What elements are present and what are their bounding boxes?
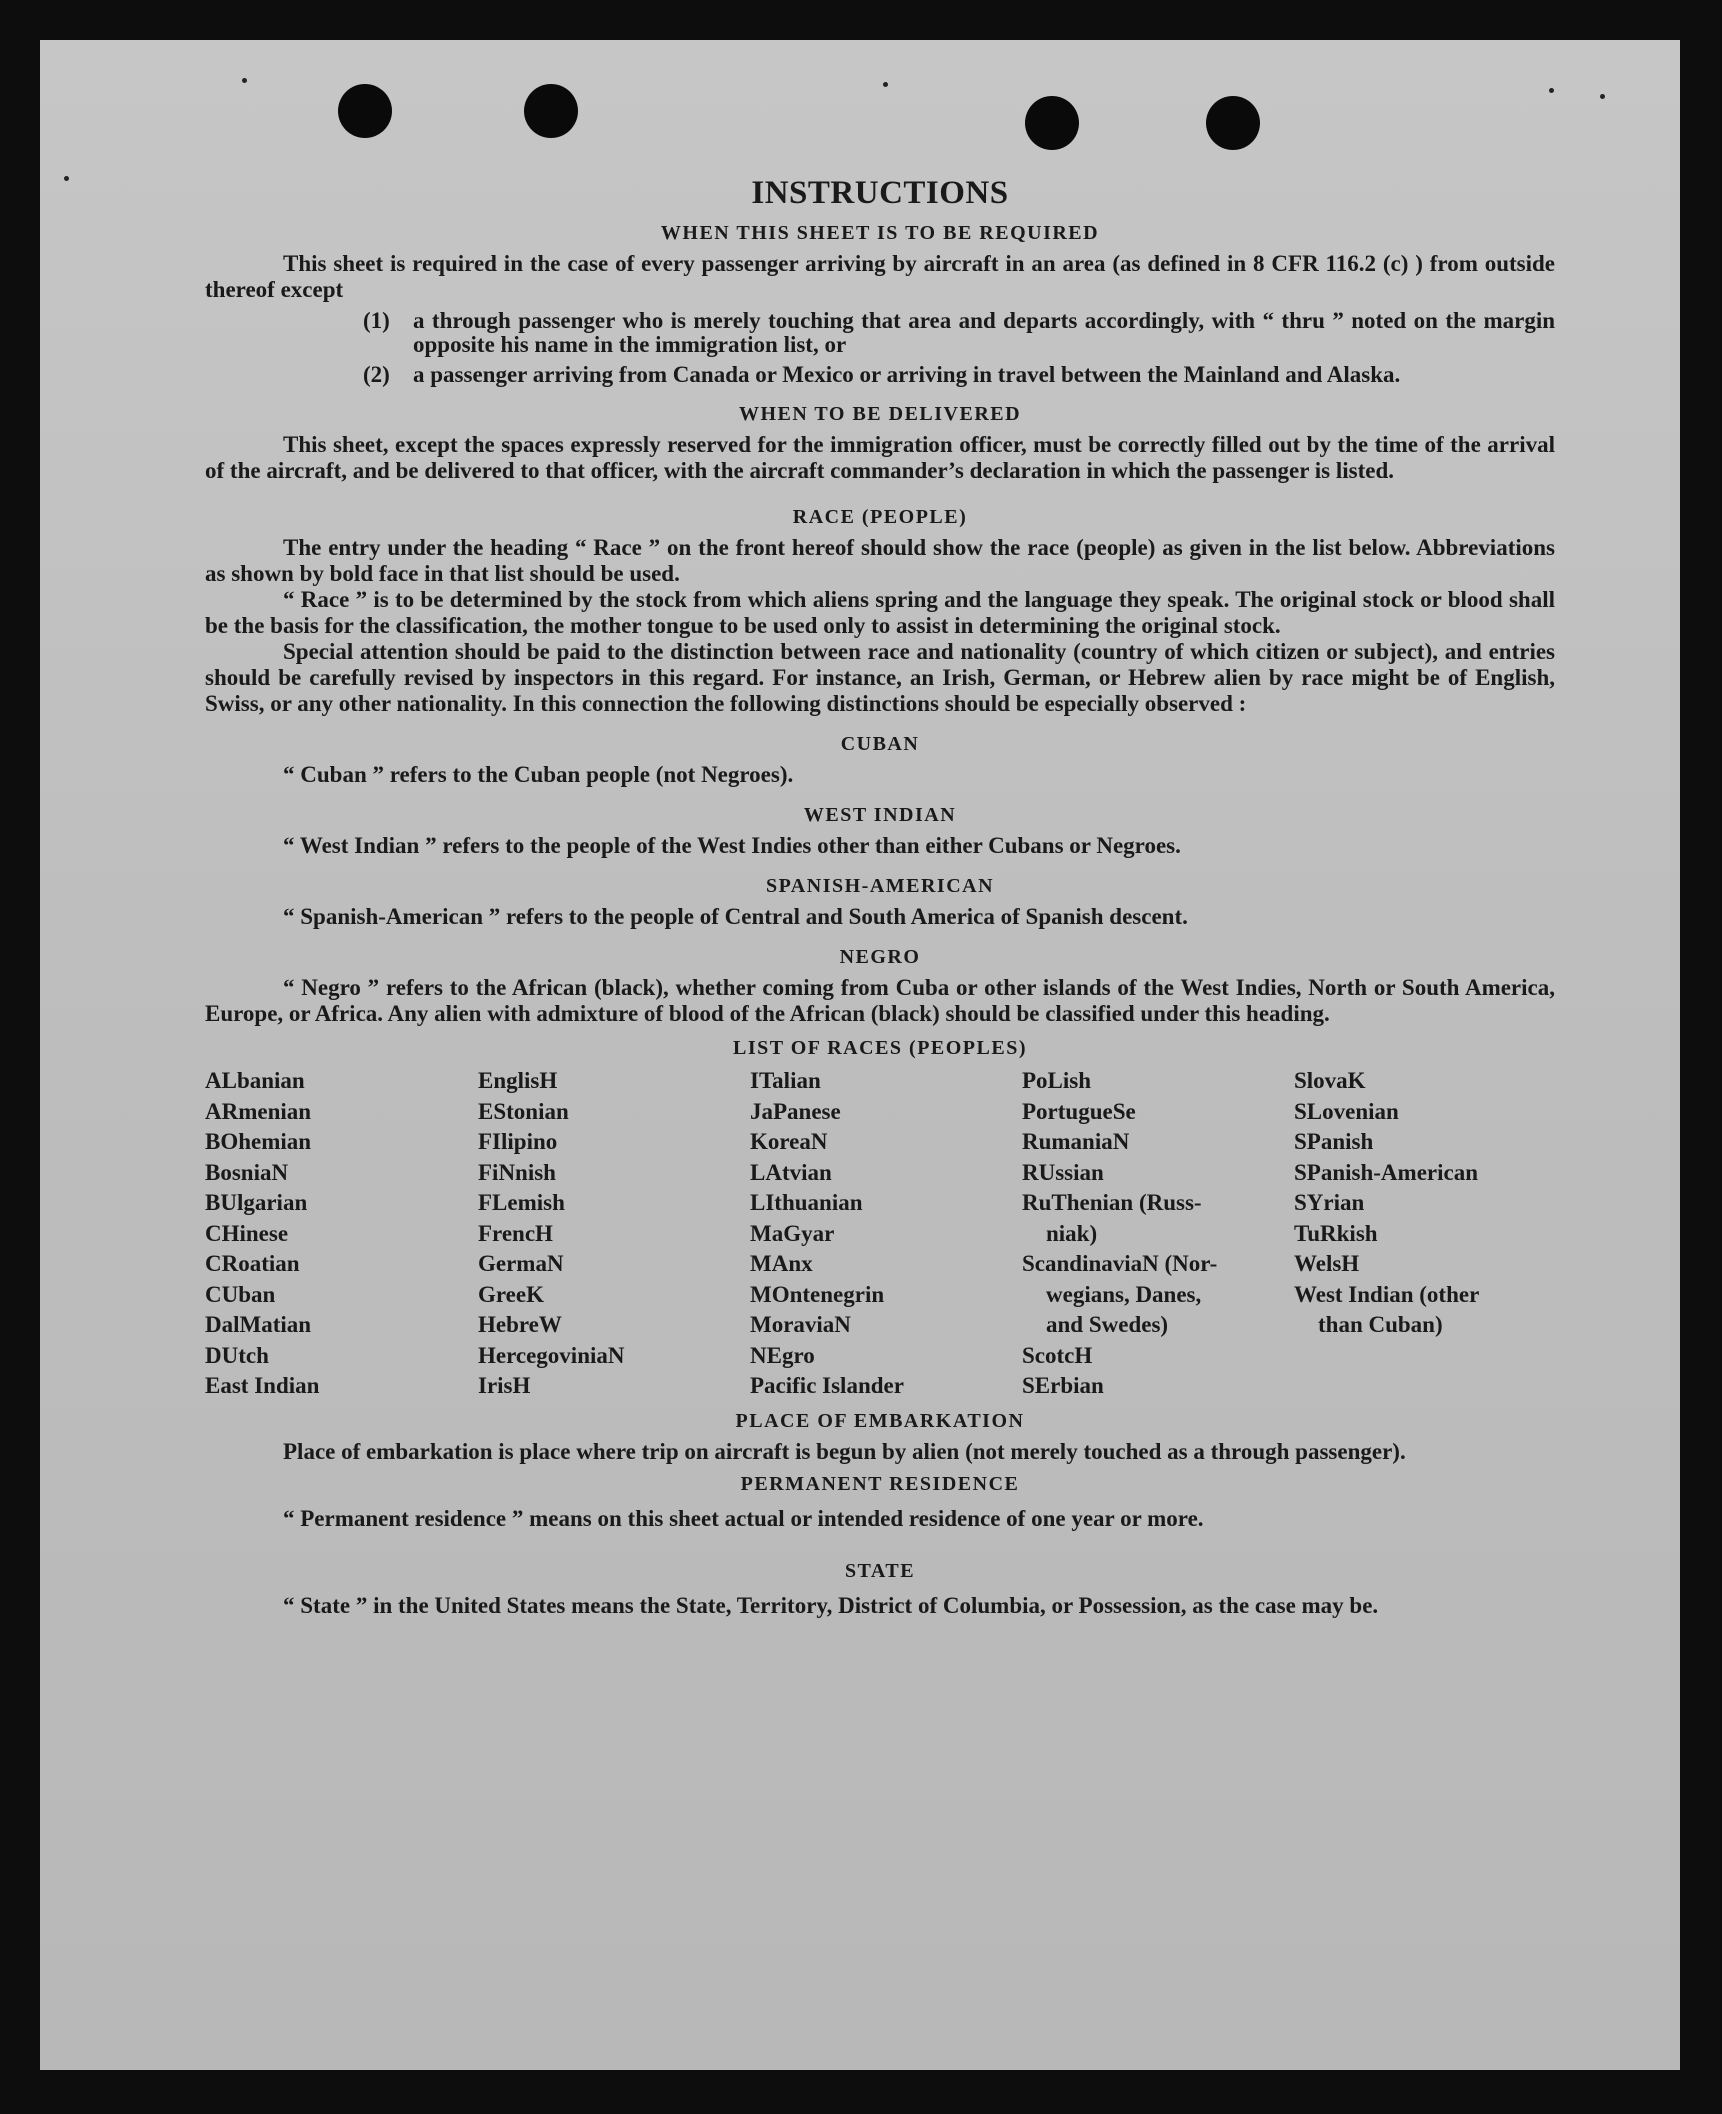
race-entry: LAtvian (750, 1159, 832, 1185)
race-entry: EnglisH (478, 1068, 558, 1093)
race-entry: MoraviaN (750, 1312, 851, 1337)
race-entry: RUssian (1022, 1159, 1104, 1185)
race-entry: HercegoviniaN (478, 1342, 625, 1368)
race-entry: WelsH (1294, 1251, 1360, 1276)
when-required-heading: WHEN THIS SHEET IS TO BE REQUIRED (660, 222, 1100, 244)
embarkation-heading: PLACE OF EMBARKATION (735, 1409, 1025, 1432)
race-entry: CRoatian (205, 1251, 300, 1276)
page-title: INSTRUCTIONS (751, 175, 1009, 211)
race-entry: Pacific Islander (750, 1373, 904, 1398)
race-paragraph-1: The entry under the heading “ Race ” on the front hereof should show the race (people) as given in the list below. Abbreviations as shown by bold face in that list should be used. (205, 535, 1555, 586)
race-entry: FiNnish (478, 1159, 556, 1185)
speck (1600, 94, 1605, 99)
race-entry: SLovenian (1294, 1098, 1399, 1124)
punch-hole (524, 84, 578, 138)
race-paragraph-2: “ Race ” is to be determined by the stock from which aliens spring and the language they speak. The original stock or blood shall be the basis for the classification, the mother tongue to be used only to assist in determining the original stock. (205, 587, 1555, 638)
race-entry: FIlipino (478, 1129, 558, 1154)
race-entry: BOhemian (205, 1129, 312, 1154)
race-entry: JaPanese (750, 1098, 841, 1124)
race-entry: RumaniaN (1022, 1129, 1130, 1154)
race-entry: BUlgarian (205, 1190, 308, 1215)
when-delivered-heading: WHEN TO BE DELIVERED (738, 403, 1022, 425)
speck (883, 82, 888, 87)
list-of-races-heading: LIST OF RACES (PEOPLES) (732, 1037, 1027, 1059)
west-indian-heading: WEST INDIAN (803, 804, 957, 826)
when-required-intro: This sheet is required in the case of every passenger arriving by aircraft in an area (as defined in 8 CFR 116.2 (c) ) from outside thereof except (205, 251, 1555, 302)
exception-text: a passenger arriving from Canada or Mexico or arriving in travel between the Mainland and Alaska. (413, 362, 1401, 387)
race-column-3 (750, 1066, 1022, 1402)
exception-item (363, 309, 1555, 357)
race-entry-continuation: than Cuban) (1318, 1312, 1443, 1337)
race-entry: ScotcH (1022, 1342, 1093, 1368)
race-heading: RACE (PEOPLE) (792, 506, 968, 528)
race-entry: ITalian (750, 1068, 821, 1093)
race-entry: EStonian (478, 1098, 569, 1124)
race-entry: NEgro (750, 1342, 815, 1368)
exception-item (363, 363, 1555, 387)
race-entry: MAnx (750, 1251, 813, 1276)
exception-text: a through passenger who is merely touching that area and departs accordingly, with “ thru ” noted on the margin opposite his name in the immigration list, or (413, 308, 1555, 357)
race-entry: LIthuanian (750, 1190, 863, 1215)
race-entry: MaGyar (750, 1220, 835, 1246)
negro-heading: NEGRO (839, 946, 921, 968)
race-column-5 (1294, 1066, 1534, 1402)
race-entry-continuation: and Swedes) (1046, 1312, 1169, 1337)
race-entry: SlovaK (1294, 1068, 1366, 1093)
race-entry: SErbian (1022, 1373, 1104, 1398)
race-column-1 (205, 1066, 478, 1402)
race-entry: FLemish (478, 1190, 565, 1215)
race-entry: DalMatian (205, 1312, 312, 1337)
race-entry: West Indian (other (1294, 1281, 1480, 1307)
race-entry: SYrian (1294, 1190, 1365, 1215)
residence-heading: PERMANENT RESIDENCE (740, 1472, 1020, 1495)
race-entry: CUban (205, 1281, 276, 1307)
race-entry-continuation: wegians, Danes, (1046, 1281, 1202, 1307)
race-entry: KoreaN (750, 1129, 828, 1154)
cuban-text: “ Cuban ” refers to the Cuban people (not Negroes). (283, 762, 794, 787)
race-entry: SPanish-American (1294, 1159, 1478, 1185)
race-entry: East Indian (205, 1373, 320, 1398)
speck (1549, 88, 1554, 93)
punch-hole (1206, 96, 1260, 150)
race-entry-continuation: niak) (1046, 1220, 1098, 1246)
race-entry: TuRkish (1294, 1220, 1378, 1246)
exception-number: (2) (363, 362, 390, 387)
race-entry: GermaN (478, 1251, 564, 1276)
race-entry: CHinese (205, 1220, 289, 1246)
race-entry: PortugueSe (1022, 1098, 1136, 1124)
state-heading: STATE (844, 1559, 916, 1582)
race-entry: ScandinaviaN (Nor- (1022, 1251, 1218, 1276)
document-sheet (40, 40, 1680, 2070)
race-entry: PoLish (1022, 1068, 1092, 1093)
race-entry: BosniaN (205, 1159, 289, 1185)
race-list-grid (205, 1066, 1555, 1402)
speck (242, 78, 247, 83)
race-entry: HebreW (478, 1312, 562, 1337)
race-entry: SPanish (1294, 1129, 1374, 1154)
spanish-american-text: “ Spanish-American ” refers to the people of Central and South America of Spanish descent. (283, 904, 1188, 929)
punch-hole (1025, 96, 1079, 150)
race-column-4 (1022, 1066, 1294, 1402)
race-paragraph-3: Special attention should be paid to the distinction between race and nationality (country of which citizen or subject), and entries should be carefully revised by inspectors in this regard. For instance, an Irish, German, or Hebrew alien by race might be of English, Swiss, or any other nationality. In this connection the following distinctions should be especially observed : (205, 639, 1555, 716)
spanish-american-heading: SPANISH-AMERICAN (765, 875, 995, 897)
embarkation-text: Place of embarkation is place where trip on aircraft is begun by alien (not merely touched as a through passenger). (283, 1438, 1406, 1464)
residence-text: “ Permanent residence ” means on this sheet actual or intended residence of one year or more. (283, 1505, 1204, 1531)
instructions-content (205, 175, 1555, 1619)
race-entry: MOntenegrin (750, 1281, 885, 1307)
race-entry: ALbanian (205, 1068, 305, 1093)
negro-text: “ Negro ” refers to the African (black), whether coming from Cuba or other islands of the West Indies, North or South America, Europe, or Africa. Any alien with admixture of blood of the African (black) should be classified under this heading. (205, 975, 1555, 1026)
race-entry: IrisH (478, 1373, 531, 1398)
race-entry: RuThenian (Russ- (1022, 1190, 1202, 1215)
race-entry: FrencH (478, 1220, 553, 1246)
exception-number: (1) (363, 308, 390, 333)
state-text: “ State ” in the United States means the State, Territory, District of Columbia, or Possession, as the case may be. (283, 1592, 1379, 1618)
west-indian-text: “ West Indian ” refers to the people of the West Indies other than either Cubans or Negroes. (283, 833, 1181, 858)
cuban-heading: CUBAN (840, 733, 920, 755)
race-entry: DUtch (205, 1342, 269, 1368)
race-entry: ARmenian (205, 1098, 312, 1124)
race-column-2 (478, 1066, 750, 1402)
speck (64, 176, 69, 181)
race-entry: GreeK (478, 1281, 544, 1307)
when-delivered-text: This sheet, except the spaces expressly reserved for the immigration officer, must be correctly filled out by the time of the arrival of the aircraft, and be delivered to that officer, with the aircraft commander’s declaration in which the passenger is listed. (205, 432, 1555, 483)
punch-hole (338, 84, 392, 138)
